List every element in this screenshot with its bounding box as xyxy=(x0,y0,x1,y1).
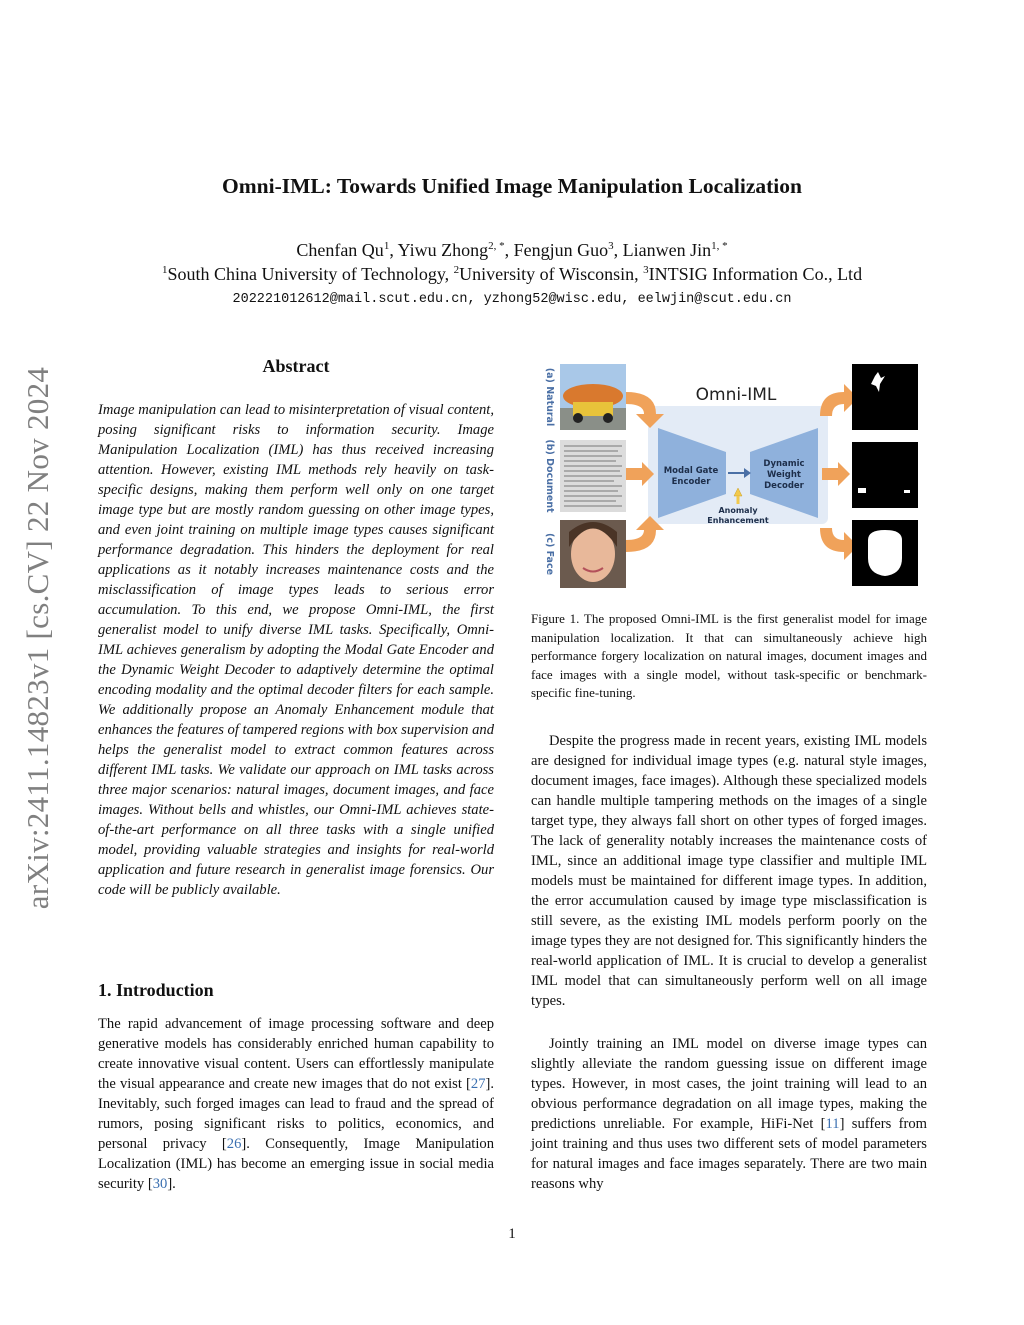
text-run: ] suffers from joint training and thus uses two different sets of model parameters for natural images and face images separately. There are two main reasons why xyxy=(531,1116,927,1192)
natural-mask-output xyxy=(852,364,918,430)
affiliation-name: INTSIG Information Co., Ltd xyxy=(648,264,863,284)
author-name: Chenfan Qu xyxy=(296,240,384,260)
face-mask-output xyxy=(852,520,918,586)
affiliation-mark: 3 xyxy=(643,264,649,276)
anomaly-arrow-shaft xyxy=(737,496,740,504)
abstract-heading: Abstract xyxy=(262,356,330,376)
affiliation-name: University of Wisconsin xyxy=(459,264,635,284)
author-affiliation-mark: 3 xyxy=(608,240,614,252)
document-image-thumbnail xyxy=(560,440,626,512)
body-paragraph xyxy=(531,1034,927,1194)
intro-paragraph xyxy=(98,1014,494,1194)
decoder-label-line3: Decoder xyxy=(764,481,804,491)
text-run: ]. Consequently, Image Manipulation Localization (IML) has become an emerging issue in social media security [ xyxy=(98,1136,495,1192)
model-title: Omni-IML xyxy=(695,385,777,405)
figure-1-caption: Figure 1. The proposed Omni-IML is the first generalist model for image manipulation localization. It that can simultaneously achieve high performance forgery localization on natural images, document images and face images with a single model, without task-specific or benchmark-specific fine-tuning. xyxy=(531,611,927,700)
author-name: Yiwu Zhong xyxy=(397,240,489,260)
citation-link[interactable]: 27 xyxy=(470,1076,486,1092)
abstract-text: Image manipulation can lead to misinterpretation of visual content, posing significant risks to information security. Image Manipulation Localization (IML) has thus received increasing attention. However, existing IML methods rely heavily on task-specific designs, making them perform well only on one target image type but are mostly random guessing on other image types, and even joint training on multiple image types causes significant performance degradation. This hinders the deployment for real applications as it notably increases maintenance costs and the misclassification of image types leads to serious error accumulation. To this end, we propose Omni-IML, the first generalist model to unify diverse IML tasks. Specifically, Omni-IML achieves generalism by adopting the Modal Gate Encoder and the Dynamic Weight Decoder to adaptively determine the optimal encoding modality and the optimal decoder filters for each sample. We additionally propose an Anomaly Enhancement module that enhances the features of tampered regions with box supervision and helps the generalist model to extract common features across different IML tasks. We validate our approach on IML tasks across three major scenarios: natural images, document images, and face images. Without bells and whistles, our Omni-IML achieves state-of-the-art performance on all three tasks with a single unified model, providing valuable strategies and insights for real-world application and future research in generalist image forensics. Our code will be publicly available. xyxy=(98,402,494,898)
affiliation-list: $^1$South China University of Technology, $^2$University of Wisconsin, $^3$INTSIG Information Co., Ltd xyxy=(161,264,863,284)
label-face: (c) Face xyxy=(544,532,555,576)
author-affiliation-mark: 1 xyxy=(383,240,390,252)
citation-link[interactable]: 11 xyxy=(825,1116,840,1132)
author-affiliation-mark: 1, * xyxy=(711,240,728,252)
citation-link[interactable]: 26 xyxy=(226,1136,242,1152)
anomaly-label-line1: Anomaly xyxy=(718,506,758,515)
document-mask-output xyxy=(852,442,918,508)
paper-title: Omni-IML: Towards Unified Image Manipulation Localization xyxy=(222,174,802,198)
encoder-label-line1: Modal Gate xyxy=(663,466,719,476)
arxiv-identifier: arXiv:2411.14823v1 [cs.CV] 22 Nov 2024 xyxy=(20,366,55,910)
author-name: Fengjun Guo xyxy=(513,240,609,260)
decoder-label-line1: Dynamic xyxy=(763,459,805,469)
author-list: Chenfan Qu$^1$, Yiwu Zhong$^{2, *}$, Fengjun Guo$^3$, Lianwen Jin$^{1, *}$ xyxy=(296,240,728,260)
label-document: (b) Document xyxy=(544,439,555,513)
label-natural: (a) Natural xyxy=(544,367,555,427)
anomaly-label-line2: Enhancement xyxy=(707,516,769,525)
page-number: 1 xyxy=(508,1226,516,1242)
face-image-thumbnail xyxy=(560,520,626,588)
section-heading-introduction: 1. Introduction xyxy=(98,980,214,1000)
affiliation-mark: 2 xyxy=(453,264,460,276)
figure-1-diagram xyxy=(538,362,922,590)
encoder-label-line2: Encoder xyxy=(671,477,711,487)
affiliation-mark: 1 xyxy=(161,264,168,276)
author-affiliation-mark: 2, * xyxy=(488,240,505,252)
text-run: ]. xyxy=(167,1176,176,1192)
text-run: ]. Inevitably, such forged images can lead to fraud and the spread of rumors, posing significant risks to politics, economics, and personal privacy [ xyxy=(98,1076,494,1152)
text-run: The rapid advancement of image processing software and deep generative models has considerably enriched human capability to create innovative visual content. Users can effortlessly manipulate the visual appearance and create new images that do not exist [ xyxy=(98,1016,494,1092)
author-name: Lianwen Jin xyxy=(622,240,712,260)
citation-link[interactable]: 30 xyxy=(152,1176,168,1192)
body-paragraph: Despite the progress made in recent years, existing IML models are designed for individual image types (e.g. natural style images, document images, face images). Although these specialized models can handle multiple tampering methods on the images of a single target type, they always fall short on other types of forged images. The lack of generality notably increases the maintenance costs of IML, since an additional image type classifier and multiple IML models must be maintained for different image types. In addition, the error accumulation caused by image type misclassification is still severe, as the existing IML models perform poorly on the image types they are not designed for. This significantly hinders the real-world application of IML. It is crucial to develop a generalist IML model that can simultaneously perform well on all image types. xyxy=(531,733,927,1009)
decoder-label-line2: Weight xyxy=(767,470,801,480)
natural-image-thumbnail xyxy=(560,364,626,430)
affiliation-name: South China University of Technology xyxy=(167,264,445,284)
text-run: Jointly training an IML model on diverse image types can slightly alleviate the random guessing issue on different image types. However, in most cases, the joint training will lead to an obvious performance degradation on all image types, making the predictions unreliable. For example, HiFi-Net [ xyxy=(531,1036,927,1132)
author-emails: 202221012612@mail.scut.edu.cn, yzhong52@wisc.edu, eelwjin@scut.edu.cn xyxy=(232,292,792,307)
